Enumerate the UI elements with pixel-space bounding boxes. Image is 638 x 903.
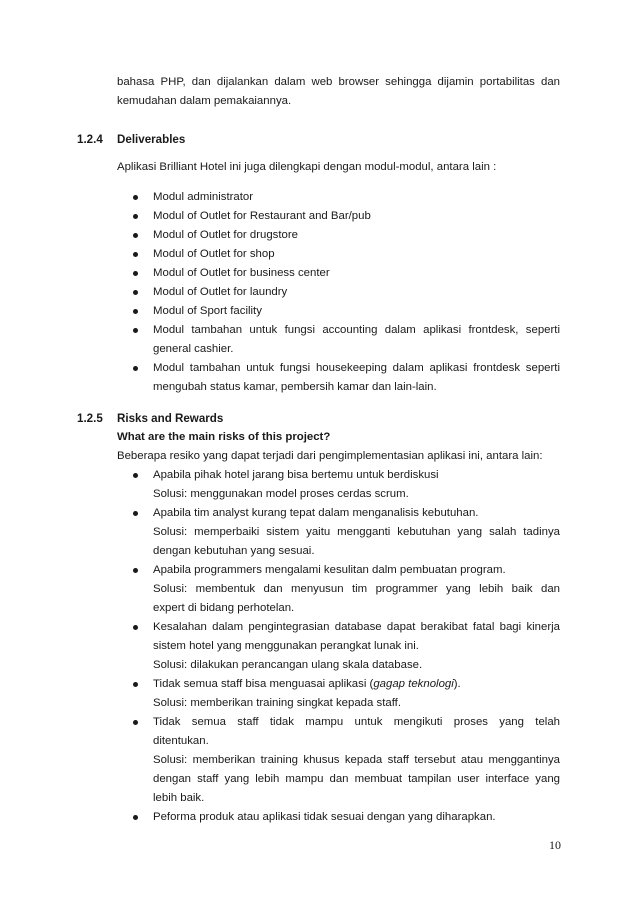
list-item <box>117 808 560 827</box>
italic-term: gagap teknologi <box>373 678 454 690</box>
list-item-text: dengan kebutuhan yang sesuai. <box>153 545 315 557</box>
section-number: 1.2.4 <box>77 133 103 146</box>
list-item <box>117 504 560 561</box>
bullet-icon <box>133 625 138 630</box>
intro-line: bahasa PHP, dan dijalankan dalam web browser sehingga dijamin portabilitas dan <box>117 76 560 88</box>
list-item-text: lebih baik. <box>153 792 205 804</box>
list-item-text: expert di bidang perhotelan. <box>153 602 295 614</box>
bullet-icon <box>133 290 138 295</box>
list-item-text <box>153 675 560 694</box>
list-item <box>117 302 560 321</box>
bullet-icon <box>133 252 138 257</box>
list-item-text: Peforma produk atau aplikasi tidak sesuai dengan yang diharapkan. <box>153 811 496 823</box>
list-item-text: Modul of Outlet for business center <box>153 267 330 279</box>
bullet-icon <box>133 511 138 516</box>
list-item-text: Modul tambahan untuk fungsi housekeeping dalam aplikasi frontdesk seperti <box>153 362 560 374</box>
list-item-text: Modul of Outlet for Restaurant and Bar/pub <box>153 210 371 222</box>
bullet-icon <box>133 568 138 573</box>
list-item-text: Apabila programmers mengalami kesulitan dalm pembuatan program. <box>153 564 506 576</box>
list-item <box>117 226 560 245</box>
text-run: ). <box>453 678 461 690</box>
bullet-icon <box>133 271 138 276</box>
list-item <box>117 207 560 226</box>
list-item-text: Apabila tim analyst kurang tepat dalam menganalisis kebutuhan. <box>153 507 479 519</box>
deliverables-list <box>117 188 560 397</box>
list-item-text: Solusi: membentuk dan menyusun tim programmer yang lebih baik dan <box>153 583 560 595</box>
list-item <box>117 188 560 207</box>
list-item <box>117 618 560 675</box>
section-heading-deliverables <box>77 130 185 149</box>
list-item <box>117 359 560 397</box>
section-number: 1.2.5 <box>77 412 103 425</box>
risks-question: What are the main risks of this project? <box>117 431 331 443</box>
list-item-text: Solusi: memberikan training khusus kepada staff tersebut atau menggantinya <box>153 754 560 766</box>
list-item-text: Solusi: memberikan training singkat kepada staff. <box>153 697 401 709</box>
list-item-text: Apabila pihak hotel jarang bisa bertemu untuk berdiskusi <box>153 469 439 481</box>
list-item-text: Solusi: dilakukan perancangan ulang skala database. <box>153 659 423 671</box>
list-item-text: Modul of Outlet for laundry <box>153 286 288 298</box>
list-item-text: Modul tambahan untuk fungsi accounting dalam aplikasi frontdesk, seperti <box>153 324 560 336</box>
list-item-text: ditentukan. <box>153 735 209 747</box>
list-item <box>117 264 560 283</box>
text-run: Tidak semua staff bisa menguasai aplikasi ( <box>153 678 374 690</box>
risks-intro: Beberapa resiko yang dapat terjadi dari pengimplementasian aplikasi ini, antara lain: <box>117 450 543 462</box>
list-item-text: Solusi: memperbaiki sistem yaitu mengganti kebutuhan yang salah tadinya <box>153 526 560 538</box>
bullet-icon <box>133 195 138 200</box>
list-item <box>117 245 560 264</box>
section-title: Risks and Rewards <box>117 412 224 425</box>
deliverables-intro: Aplikasi Brilliant Hotel ini juga dilengkapi dengan modul-modul, antara lain : <box>117 161 497 173</box>
bullet-icon <box>133 366 138 371</box>
list-item-text: general cashier. <box>153 343 234 355</box>
risks-list <box>117 466 560 827</box>
bullet-icon <box>133 682 138 687</box>
list-item-text: Modul administrator <box>153 191 254 203</box>
bullet-icon <box>133 328 138 333</box>
list-item-text: Tidak semua staff tidak mampu untuk mengikuti proses yang telah <box>153 716 560 728</box>
section-heading-risks <box>77 409 223 428</box>
list-item-text: Modul of Sport facility <box>153 305 262 317</box>
list-item <box>117 466 560 504</box>
bullet-icon <box>133 720 138 725</box>
bullet-icon <box>133 473 138 478</box>
intro-paragraph <box>117 73 560 111</box>
list-item-text: sistem hotel yang menggunakan perangkat lunak ini. <box>153 640 419 652</box>
list-item <box>117 675 560 713</box>
bullet-icon <box>133 309 138 314</box>
bullet-icon <box>133 214 138 219</box>
list-item-text: Modul of Outlet for shop <box>153 248 275 260</box>
list-item-text: Modul of Outlet for drugstore <box>153 229 298 241</box>
list-item-text: Kesalahan dalam pengintegrasian database dapat berakibat fatal bagi kinerja <box>153 621 560 633</box>
list-item <box>117 283 560 302</box>
list-item <box>117 713 560 808</box>
bullet-icon <box>133 233 138 238</box>
list-item <box>117 321 560 359</box>
bullet-icon <box>133 815 138 820</box>
list-item <box>117 561 560 618</box>
section-title: Deliverables <box>117 133 186 146</box>
list-item-text: Solusi: menggunakan model proses cerdas scrum. <box>153 488 409 500</box>
list-item-text: mengubah status kamar, pembersih kamar dan lain-lain. <box>153 381 437 393</box>
list-item-text: dengan staff yang lebih mampu dan membuat tampilan user interface yang <box>153 773 560 785</box>
page-number: 10 <box>549 838 561 852</box>
intro-line: kemudahan dalam pemakaiannya. <box>117 95 292 107</box>
